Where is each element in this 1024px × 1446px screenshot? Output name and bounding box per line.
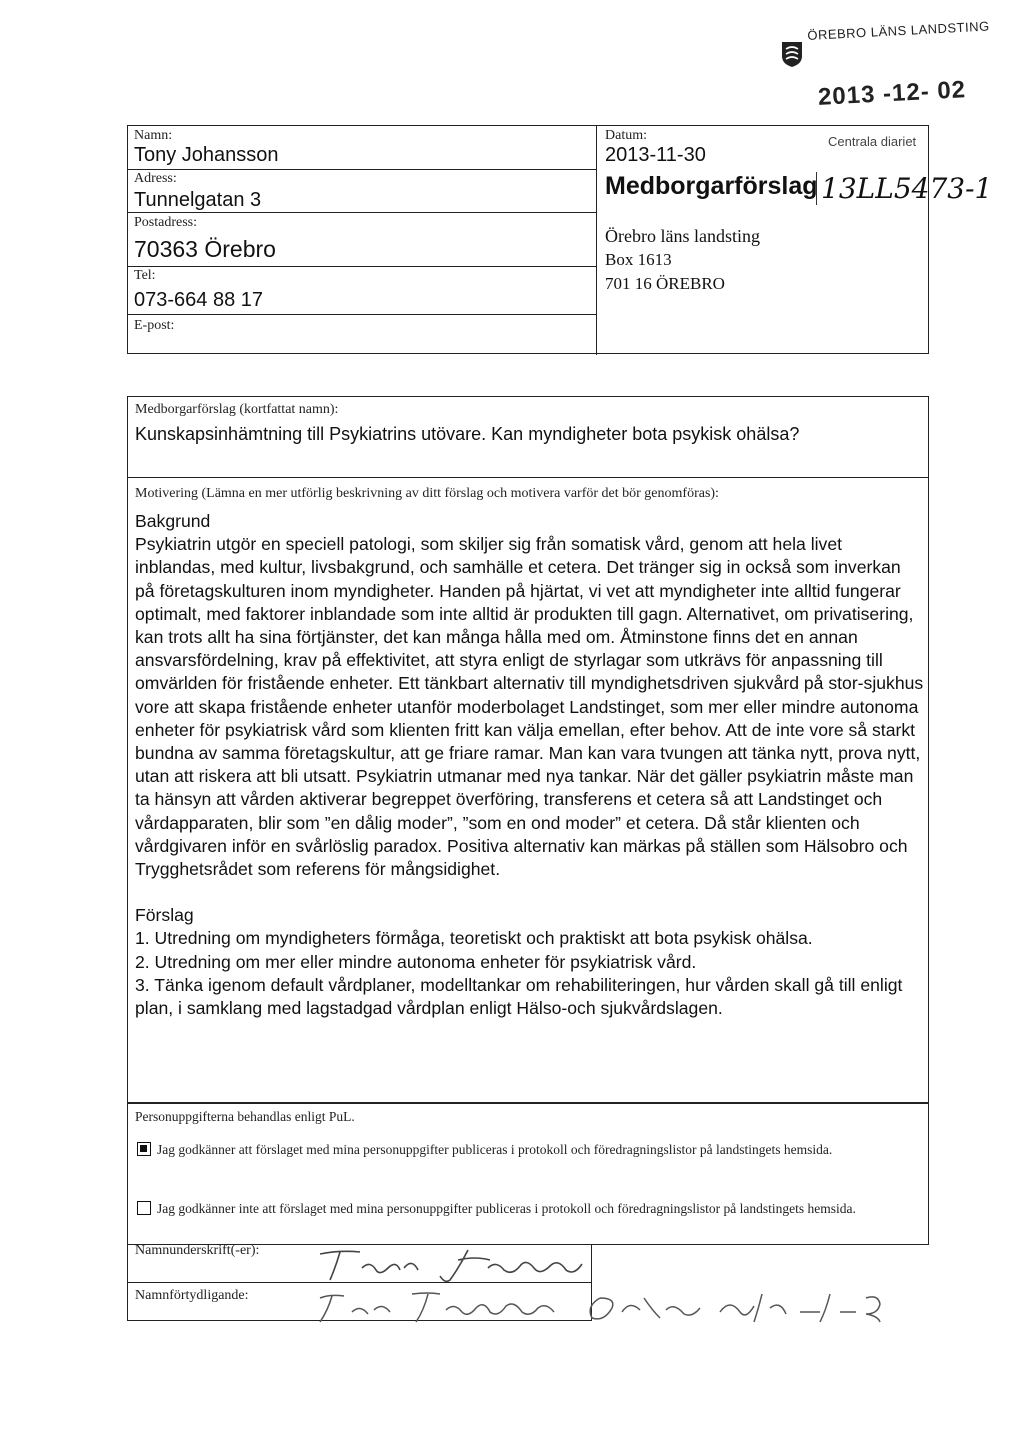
signature-label: Namnunderskrift(-er): <box>135 1243 260 1258</box>
email-label: E-post: <box>134 318 175 333</box>
consent-no-label: Jag godkänner inte att förslaget med mina personuppgifter publiceras i protokoll och föredragningslistor på landstingets hemsida. <box>157 1201 856 1216</box>
sender-name: Tony Johansson <box>134 144 279 166</box>
recipient-org: Örebro läns landsting <box>605 226 760 246</box>
motivation-text <box>135 510 925 1020</box>
proposal-title: Kunskapsinhämtning till Psykiatrins utövare. Kan myndigheter bota psykisk ohälsa? <box>135 424 800 444</box>
row-divider <box>128 212 596 213</box>
handwritten-name-clarification <box>300 1288 920 1328</box>
proposal-item: 3. Tänka igenom default vårdplaner, modelltankar om rehabiliteringen, hur vården skall gå till enligt plan, i samklang med lagstadgad vårdplan enligt Hälso-och sjukvårdslagen. <box>135 974 903 1019</box>
consent-box <box>127 1103 929 1245</box>
landsting-logo-icon <box>780 40 804 68</box>
column-divider <box>596 126 597 355</box>
consent-yes-label: Jag godkänner att förslaget med mina personuppgifter publiceras i protokoll och föredragningslistor på landstingets hemsida. <box>157 1142 833 1157</box>
proposals-heading: Förslag <box>135 905 194 926</box>
sender-address: Tunnelgatan 3 <box>134 189 262 211</box>
recipient-city: 701 16 ÖREBRO <box>605 274 725 293</box>
row-divider <box>128 169 596 170</box>
proposal-item: 1. Utredning om myndigheters förmåga, teoretiskt och praktiskt att bota psykisk ohälsa. <box>135 928 813 949</box>
motivation-label: Motivering (Lämna en mer utförlig beskrivning av ditt förslag och motivera varför det bör genomföras): <box>135 486 719 501</box>
date-label: Datum: <box>605 128 647 143</box>
letter-date: 2013-11-30 <box>605 144 706 166</box>
handwritten-signature <box>300 1246 630 1286</box>
phone-label: Tel: <box>134 268 156 283</box>
received-stamp-date: 2013 -12- 02 <box>817 76 967 111</box>
diary-label: Centrala diariet <box>828 134 917 149</box>
background-paragraph: Psykiatrin utgör en speciell patologi, som skiljer sig från somatisk vård, genom att hela livet inblandas, med kultur, livsbakgrund, och samhälle et cetera. Det tränger sig in också som inverkan på företagskulturen inom myndigheter. Handen på hjärtat, vi vet att myndigheter inte alltid fungerar optimalt, med faktorer inblandade som inte alltid är produkten till gagn. Alternativet, om privatisering, kan trots allt ha sina förtjänster, det kan många hålla med om. Åtminstone finns det en annan ansvarsfördelning, krav på effektivitet, att styra enligt de styrlagar som utkrävs för anpassning till omvärlden för fristående enheter. Ett tänkbart alternativ till myndighetsdriven sjukvård på stor-sjukhus vore att skapa fristående enheter utanför moderbolaget Landstinget, som mer eller mindre autonoma enheter för psykiatrisk vård som klienten fritt kan välja emellan, efter behov. Att de inte vore så starkt bundna av samma företagskultur, att ge friare ramar. Man kan vara tvungen att tänka nytt, prova nytt, utan att riskera att bli utsatt. Psykiatrin utmanar med nya tankar. När det gäller psykiatrin måste man ta hänsyn att vården aktiverar begreppet överföring, transferens et cetera så att Landstinget och vårdapparaten, blir som ”en dålig moder”, ”som en ond moder” et cetera. Då står klienten och vårdgivaren inför en svårlöslig paradox. Positiva alternativ kan märkas på ställen som Hälsobro och Trygghetsrådet som referens för mångsidighet. <box>135 534 924 880</box>
sender-phone: 073-664 88 17 <box>134 289 264 311</box>
form-title: Medborgarförslag <box>605 172 818 200</box>
name-label: Namn: <box>134 128 173 143</box>
sender-postal: 70363 Örebro <box>134 236 276 262</box>
address-label: Adress: <box>134 171 177 186</box>
row-divider <box>128 266 596 267</box>
proposal-title-label: Medborgarförslag (kortfattat namn): <box>135 402 339 417</box>
proposal-title-box <box>127 396 929 478</box>
pul-note: Personuppgifterna behandlas enligt PuL. <box>135 1109 355 1124</box>
proposal-item: 2. Utredning om mer eller mindre autonoma enheter för psykiatrisk vård. <box>135 951 697 972</box>
recipient-box: Box 1613 <box>605 250 672 269</box>
postal-label: Postadress: <box>134 215 197 230</box>
motivation-box <box>127 478 929 1103</box>
stamp-org: ÖREBRO LÄNS LANDSTING <box>807 18 990 43</box>
row-divider <box>128 314 596 315</box>
diary-number: 13LL5473-1 <box>816 172 992 205</box>
spacer <box>135 881 925 904</box>
sender-recipient-table <box>127 125 993 354</box>
clarification-label: Namnförtydligande: <box>135 1288 249 1303</box>
background-heading: Bakgrund <box>135 511 211 531</box>
